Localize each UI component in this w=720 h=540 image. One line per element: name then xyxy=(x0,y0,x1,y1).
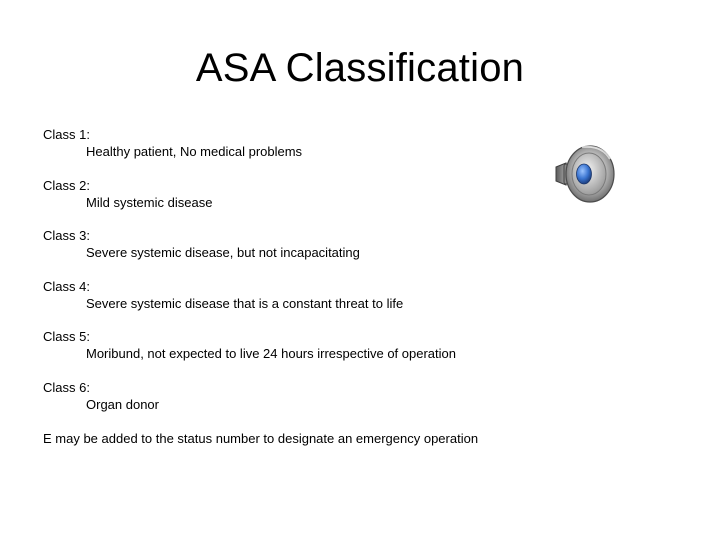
slide-title: ASA Classification xyxy=(195,46,525,90)
class-description: Mild systemic disease xyxy=(86,194,213,210)
class-label: Class 3: xyxy=(43,228,90,244)
class-item xyxy=(43,177,543,211)
class-description: Healthy patient, No medical problems xyxy=(86,144,303,159)
speaker-icon-graphic xyxy=(552,143,618,205)
class-item xyxy=(43,379,543,413)
class-description: Moribund, not expected to live 24 hours irrespective of operation xyxy=(86,346,456,362)
classification-list xyxy=(43,126,543,447)
class-description: Organ donor xyxy=(86,396,159,412)
class-label: Class 1: xyxy=(43,127,90,142)
emergency-note: E may be added to the status number to designate an emergency operation xyxy=(43,430,479,446)
class-label: Class 5: xyxy=(43,329,90,345)
class-label: Class 4: xyxy=(43,278,90,294)
class-item xyxy=(43,227,543,261)
class-item xyxy=(43,328,543,362)
class-label: Class 2: xyxy=(43,177,90,193)
class-label: Class 6: xyxy=(43,379,90,395)
class-item xyxy=(43,278,543,312)
speaker-icon[interactable] xyxy=(552,143,618,205)
class-description: Severe systemic disease that is a constant threat to life xyxy=(86,295,404,311)
class-description: Severe systemic disease, but not incapacitating xyxy=(86,245,360,261)
class-item xyxy=(43,126,543,160)
